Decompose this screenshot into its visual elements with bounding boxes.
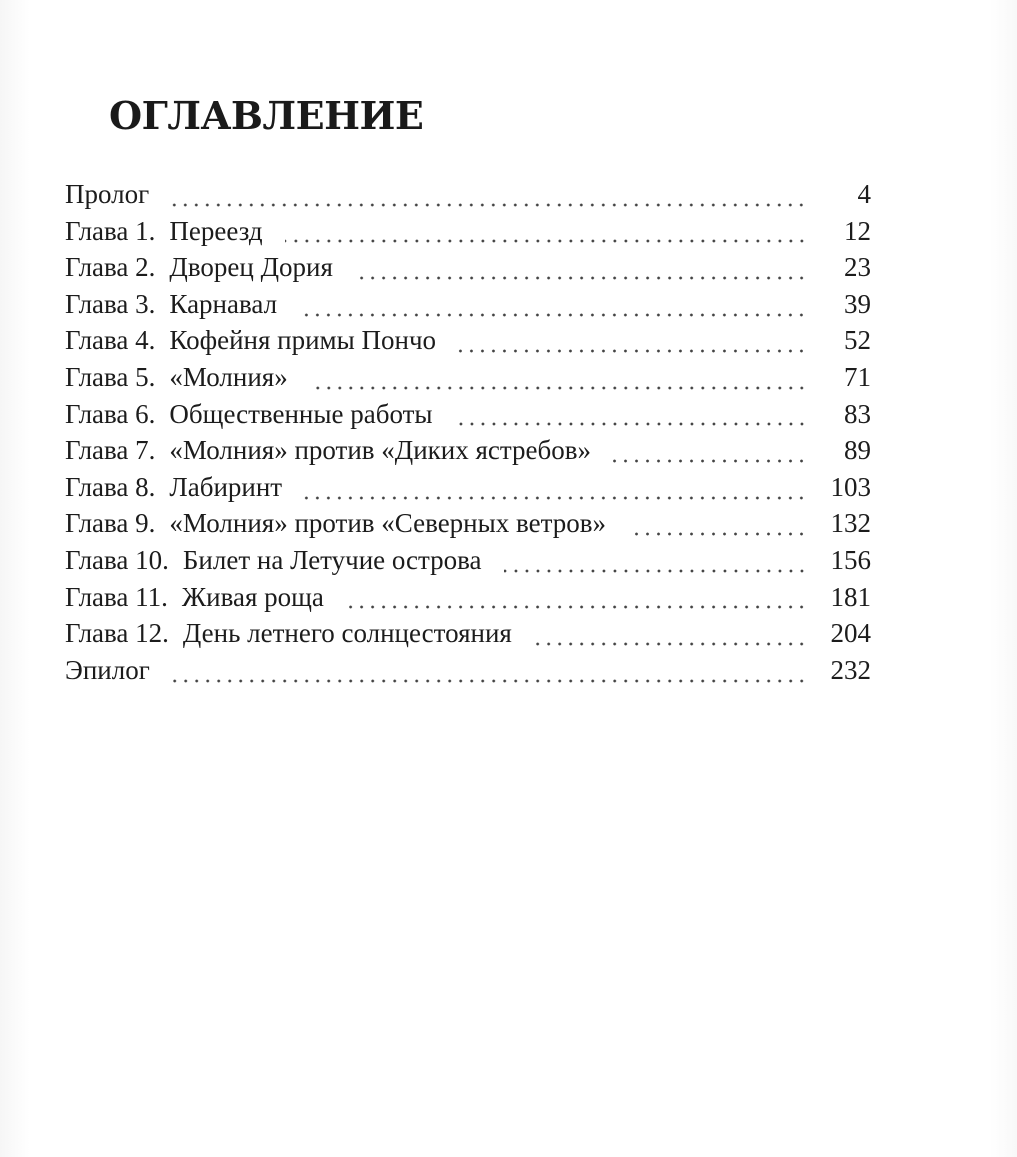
chapter-title: Лабиринт [169,471,283,502]
entry-label: Глава 6. [65,398,156,429]
dot-leader [628,527,807,537]
dot-leader [299,308,807,318]
page-number: 39 [844,288,871,319]
toc-entry-chapter-1 [65,213,871,250]
chapter-title: Переезд [169,215,263,246]
dot-leader [534,637,807,647]
entry-label: Глава 1. [65,215,156,246]
dot-leader [171,198,807,208]
dot-leader [285,234,807,244]
entry-label: Глава 5. [65,361,156,392]
page-number: 204 [830,618,871,649]
dot-leader [355,271,807,281]
toc-heading: ОГЛАВЛЕНИЕ [109,93,424,138]
chapter-title: Дворец Дория [169,252,333,283]
toc-entry-chapter-11 [65,579,871,616]
dot-leader [458,344,807,354]
toc-entry-chapter-3 [65,286,871,323]
toc-entry-chapter-2 [65,249,871,286]
page-number: 4 [857,179,871,209]
page-number: 232 [830,654,871,685]
page-number: 83 [844,398,871,429]
dot-leader [504,564,807,574]
page-number: 52 [844,325,871,356]
toc-entry-chapter-6 [65,396,871,433]
page-number: 156 [830,544,871,575]
toc-entry-epilogue [65,652,871,689]
toc-entry-chapter-12 [65,615,871,652]
toc-entry-chapter-4 [65,322,871,359]
toc-entry-chapter-9 [65,505,871,542]
chapter-title: «Молния» против «Северных ветров» [169,508,606,539]
entry-label: Глава 11. [65,581,168,612]
page-number: 23 [844,252,871,283]
chapter-title: Карнавал [169,288,278,319]
entry-label: Глава 9. [65,508,156,539]
page-number: 103 [830,471,871,502]
chapter-title: Кофейня примы Пончо [169,325,437,356]
toc-entry-chapter-5 [65,359,871,396]
toc-entry-chapter-7 [65,432,871,469]
page-number: 132 [830,508,871,539]
page-number: 181 [830,581,871,612]
toc-entry-prologue [65,176,871,213]
entry-label: Глава 4. [65,325,156,356]
toc-list [65,176,871,688]
entry-label: Глава 2. [65,252,156,283]
dot-leader [346,600,807,610]
chapter-title: Билет на Летучие острова [182,544,482,575]
chapter-title: Общественные работы [169,398,433,429]
entry-label: Пролог [65,179,150,209]
entry-label: Глава 8. [65,471,156,502]
entry-label: Глава 3. [65,288,156,319]
toc-entry-chapter-10 [65,542,871,579]
page-number: 12 [844,215,871,246]
dot-leader [455,417,807,427]
chapter-title: «Молния» [169,361,288,392]
dot-leader [172,674,807,684]
dot-leader [310,381,807,391]
chapter-title: День летнего солнцестояния [182,618,512,649]
chapter-title: Живая роща [181,581,324,612]
entry-label: Глава 10. [65,544,169,575]
entry-label: Глава 7. [65,435,156,466]
page-number: 71 [844,361,871,392]
page-number: 89 [844,435,871,466]
entry-label: Глава 12. [65,618,169,649]
toc-entry-chapter-8 [65,469,871,506]
dot-leader [613,454,807,464]
chapter-title: «Молния» против «Диких ястребов» [169,435,591,466]
dot-leader [304,491,807,501]
entry-label: Эпилог [65,654,150,685]
